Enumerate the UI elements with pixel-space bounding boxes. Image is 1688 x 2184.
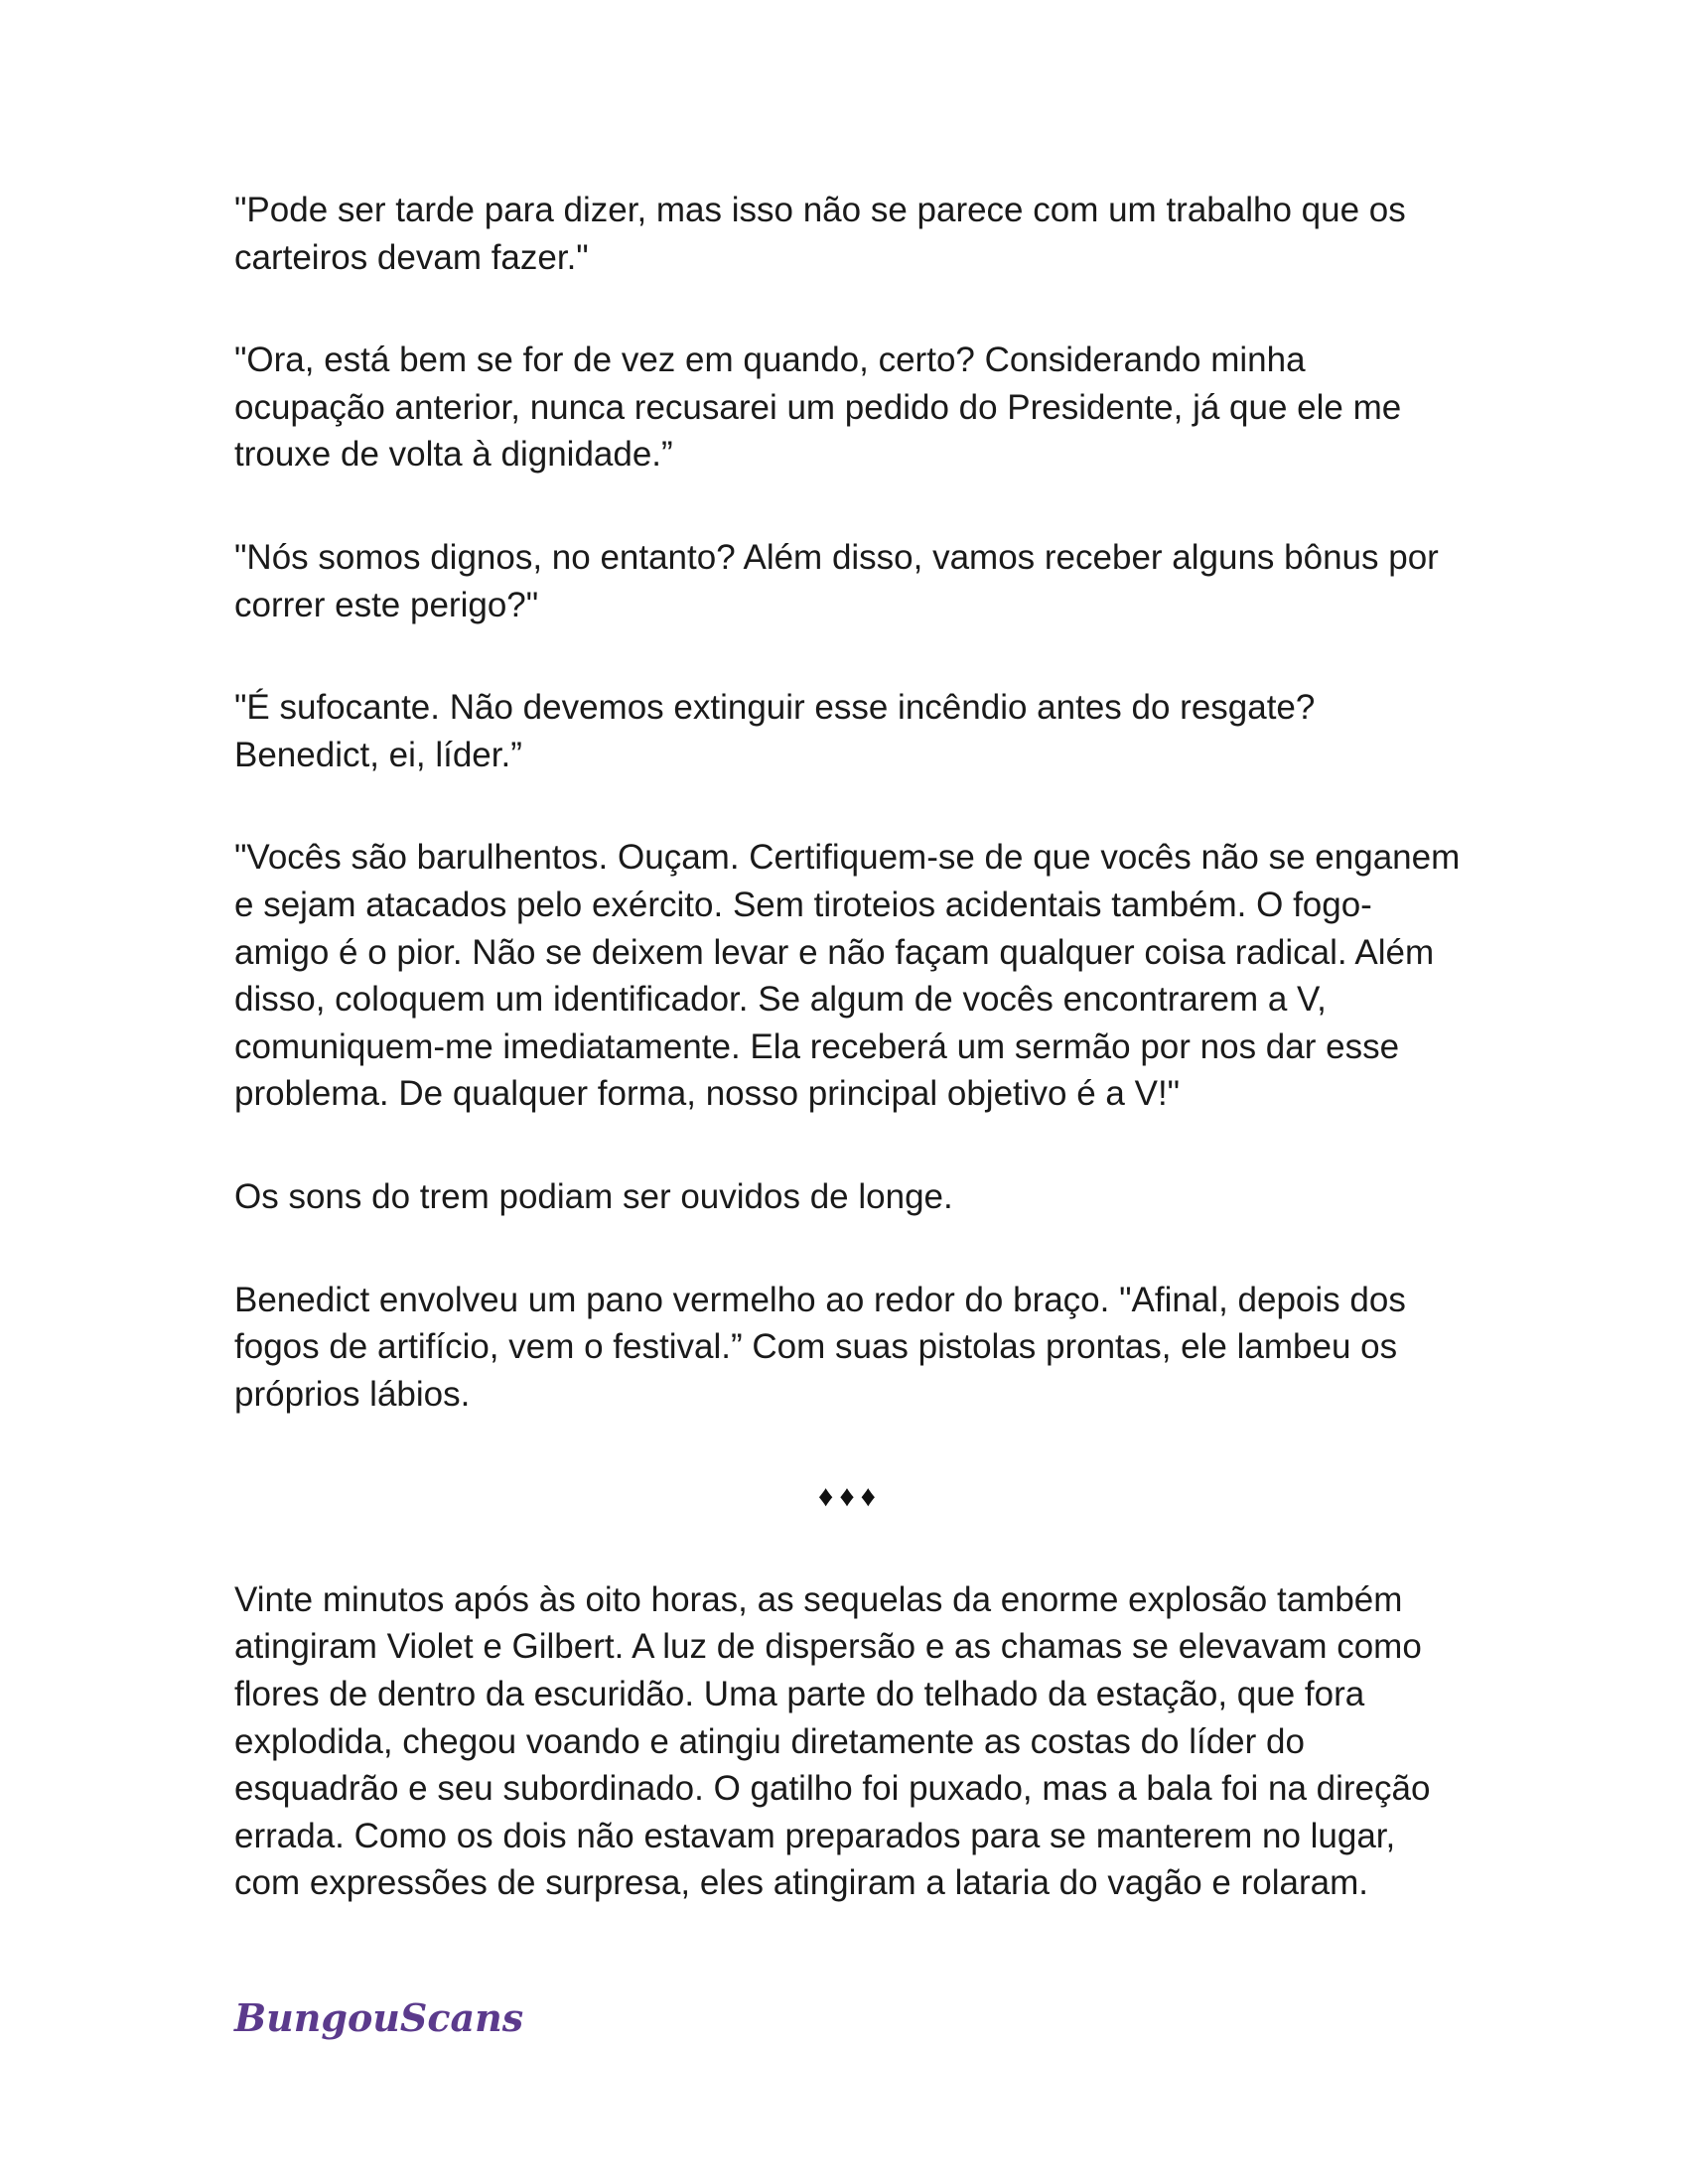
paragraph: Vinte minutos após às oito horas, as sequelas da enorme explosão também atingiram Violet e Gilbert. A luz de dispersão e as chamas se elevavam como flores de dentro da escuridão. Uma parte do telhado da estação, que fora explodida, chegou voando e atingiu diretamente as costas do líder do esquadrão e seu subordinado. O gatilho foi puxado, mas a bala foi na direção errada. Como os dois não estavam preparados para se manterem no lugar, com expressões de surpresa, eles atingiram a lataria do vagão e rolaram. <box>234 1579 1431 1903</box>
paragraph: "Vocês são barulhentos. Ouçam. Certifiquem-se de que vocês não se enganem e sejam atacados pelo exército. Sem tiroteios acidentais também. O fogo-amigo é o pior. Não se deixem levar e não façam qualquer coisa radical. Além disso, coloquem um identificador. Se algum de vocês encontrarem a V, comuniquem-me imediatamente. Ela receberá um sermão por nos dar esse problema. De qualquer forma, nosso principal objetivo é a V!" <box>234 838 1461 1114</box>
paragraph: "É sufocante. Não devemos extinguir esse incêndio antes do resgate? Benedict, ei, líder.” <box>234 688 1316 774</box>
paragraph: "Ora, está bem se for de vez em quando, certo? Considerando minha ocupação anterior, nunca recusarei um pedido do Presidente, já que ele me trouxe de volta à dignidade.” <box>234 341 1402 475</box>
paragraph: "Nós somos dignos, no entanto? Além disso, vamos receber alguns bônus por correr este perigo?" <box>234 537 1439 624</box>
watermark-logo: BungouScans <box>234 1995 524 2040</box>
scene-break-separator: ♦♦♦ <box>818 1480 882 1514</box>
paragraph: Benedict envolveu um pano vermelho ao redor do braço. "Afinal, depois dos fogos de artifício, vem o festival.” Com suas pistolas prontas, ele lambeu os próprios lábios. <box>234 1280 1406 1414</box>
paragraph: "Pode ser tarde para dizer, mas isso não se parece com um trabalho que os carteiros devam fazer." <box>234 191 1406 277</box>
paragraph: Os sons do trem podiam ser ouvidos de longe. <box>234 1176 953 1216</box>
document-page <box>234 187 1466 1963</box>
